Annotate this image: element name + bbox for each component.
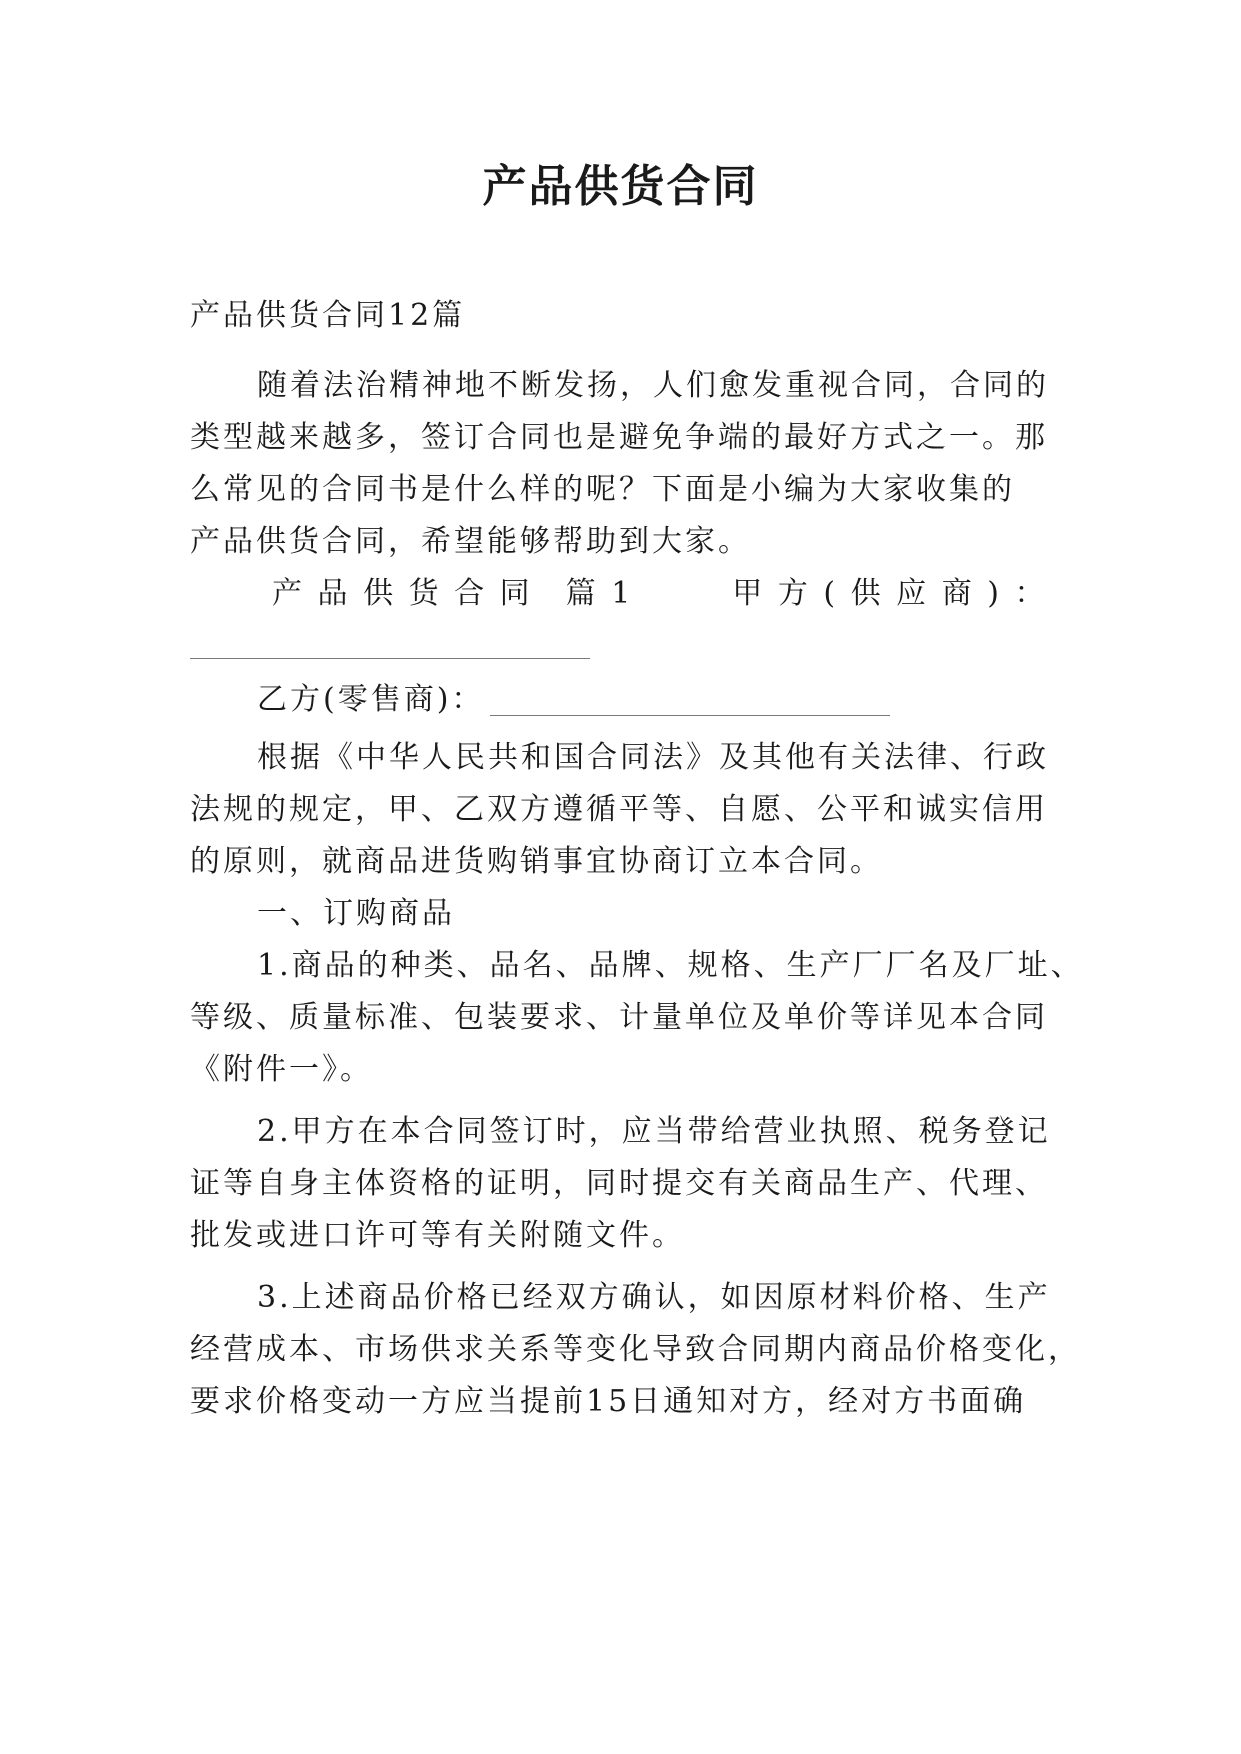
clause2-line-1: 2.甲方在本合同签订时，应当带给营业执照、税务登记: [257, 1114, 1051, 1149]
party-b-blank: [490, 715, 890, 716]
intro-line-1: 随着法治精神地不断发扬，人们愈发重视合同，合同的: [257, 368, 1049, 403]
clause3-line-3: 要求价格变动一方应当提前15日通知对方，经对方书面确: [190, 1384, 1027, 1419]
document-subtitle: 产品供货合同12篇: [190, 298, 466, 333]
contract-heading-line: 产 品 供 货 合 同 篇 1 甲 方 ( 供 应 商 ) ：: [272, 576, 1048, 611]
clause3-line-2: 经营成本、市场供求关系等变化导致合同期内商品价格变化，: [190, 1332, 1081, 1367]
basis-line-3: 的原则，就商品进货购销事宜协商订立本合同。: [190, 844, 883, 879]
clause3-line-1: 3.上述商品价格已经双方确认，如因原材料价格、生产: [257, 1280, 1051, 1315]
clause1-line-3: 《附件一》。: [190, 1052, 373, 1087]
clause1-line-2: 等级、质量标准、包装要求、计量单位及单价等详见本合同: [190, 1000, 1048, 1035]
intro-line-4: 产品供货合同，希望能够帮助到大家。: [190, 524, 751, 559]
section1-title: 一、订购商品: [257, 896, 455, 931]
basis-line-2: 法规的规定，甲、乙双方遵循平等、自愿、公平和诚实信用: [190, 792, 1048, 827]
intro-line-2: 类型越来越多，签订合同也是避免争端的最好方式之一。那: [190, 420, 1048, 455]
clause1-line-1: 1.商品的种类、品名、品牌、规格、生产厂厂名及厂址、: [257, 948, 1084, 983]
basis-line-1: 根据《中华人民共和国合同法》及其他有关法律、行政: [257, 740, 1049, 775]
document-title: 产品供货合同: [482, 161, 759, 212]
party-a-blank: [190, 658, 590, 659]
clause2-line-2: 证等自身主体资格的证明，同时提交有关商品生产、代理、: [190, 1166, 1048, 1201]
intro-line-3: 么常见的合同书是什么样的呢？下面是小编为大家收集的: [190, 472, 1015, 507]
party-b-label: 乙方(零售商)：: [257, 682, 485, 717]
clause2-line-3: 批发或进口许可等有关附随文件。: [190, 1218, 685, 1253]
